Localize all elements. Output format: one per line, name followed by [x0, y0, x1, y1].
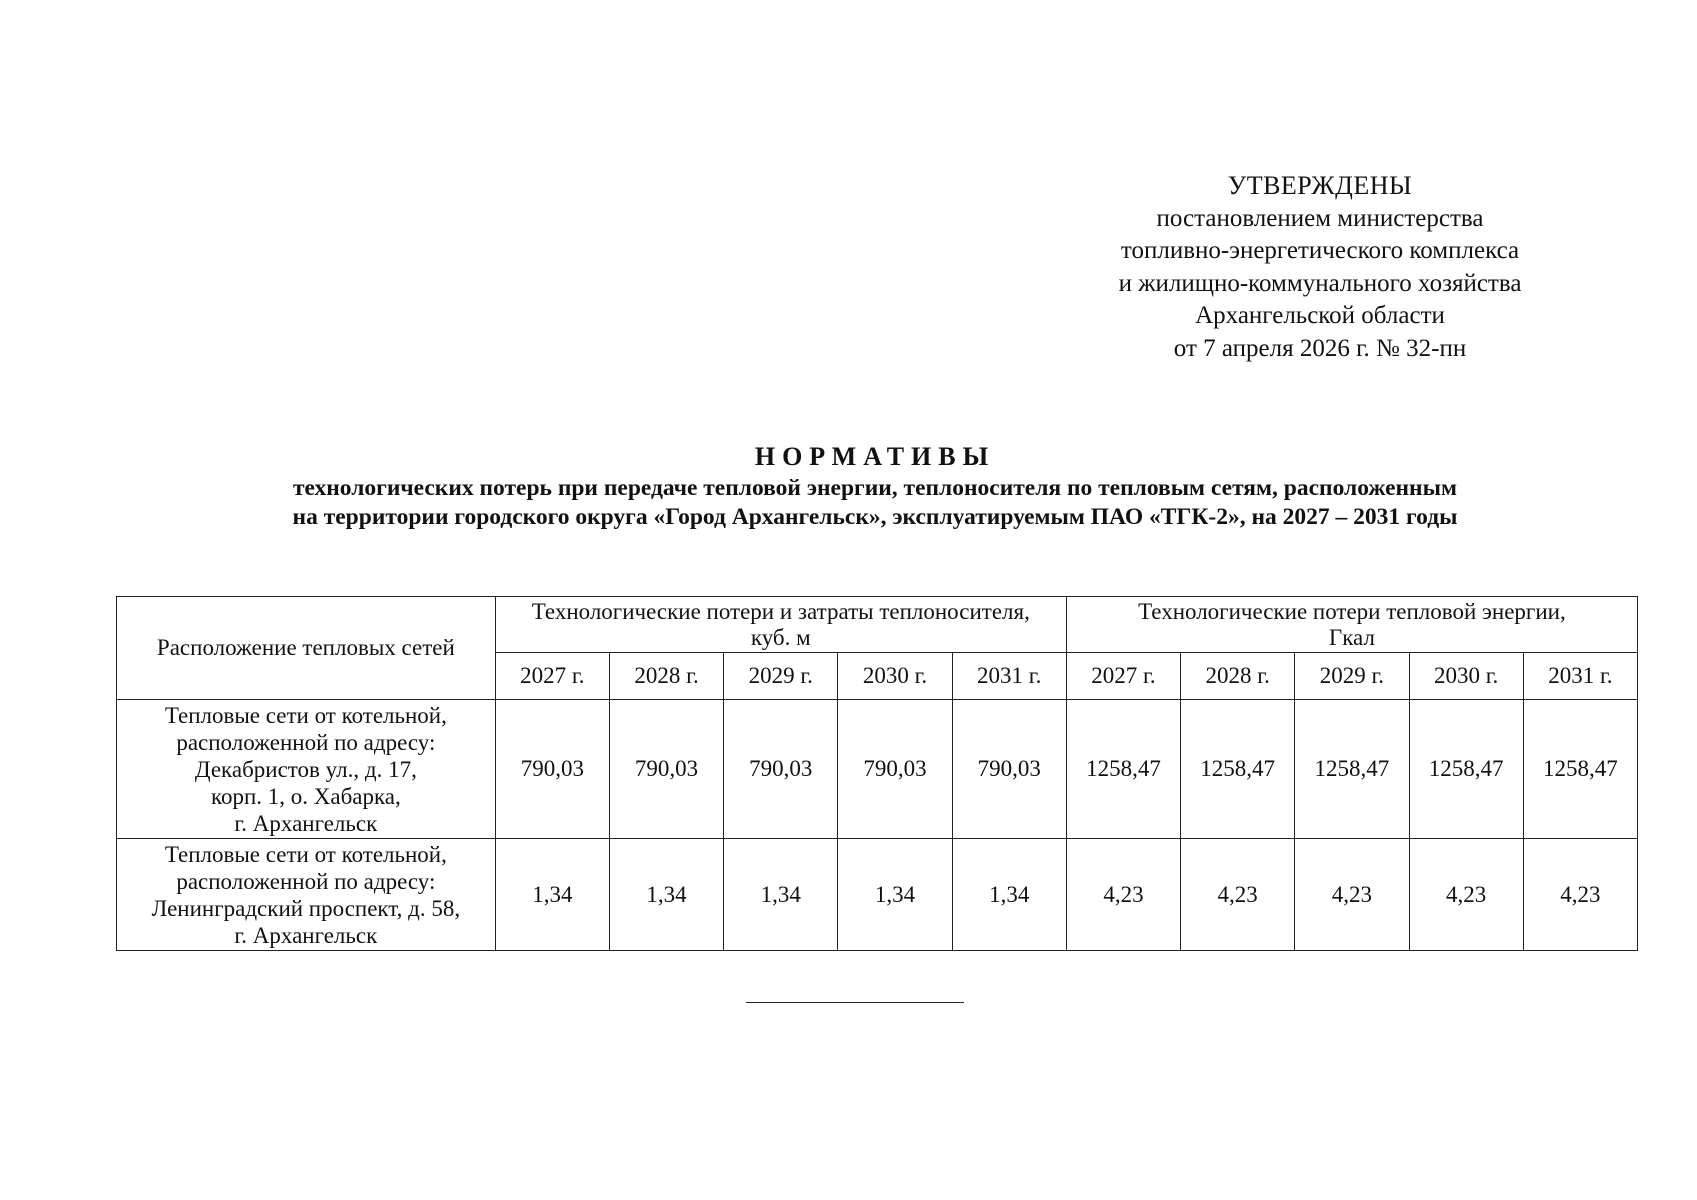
approval-line: топливно-энергетического комплекса — [1120, 237, 1520, 264]
heat-value-cell: 4,23 — [1066, 839, 1180, 951]
approval-block — [1060, 170, 1580, 365]
coolant-value-cell: 1,34 — [952, 839, 1066, 951]
location-line: Тепловые сети от котельной, — [164, 841, 447, 867]
year-header: 2027 г. — [1066, 653, 1180, 700]
year-header: 2028 г. — [609, 653, 723, 700]
approval-line: Архангельской области — [1195, 302, 1445, 329]
heat-value-cell: 4,23 — [1409, 839, 1523, 951]
title-sub-line: технологических потерь при передаче тепловой энергии, теплоносителя по тепловым сетям, расположенным — [293, 475, 1457, 501]
location-line: Ленинградский проспект, д. 58, — [151, 895, 461, 921]
approval-line: и жилищно-коммунального хозяйства — [1118, 269, 1522, 297]
table-row — [117, 700, 1638, 839]
heat-value-cell: 4,23 — [1295, 839, 1409, 951]
location-line: Декабристов ул., д. 17, — [194, 756, 417, 782]
location-cell — [117, 700, 496, 839]
coolant-value-cell: 1,34 — [495, 839, 609, 951]
heat-value-cell: 1258,47 — [1066, 700, 1180, 839]
year-header: 2030 г. — [838, 653, 952, 700]
year-header: 2028 г. — [1181, 653, 1295, 700]
coolant-value-cell: 790,03 — [495, 700, 609, 839]
heat-value-cell: 1258,47 — [1523, 700, 1637, 839]
heat-value-cell: 1258,47 — [1295, 700, 1409, 839]
approval-line: от 7 апреля 2026 г. № 32-пн — [1173, 334, 1467, 362]
end-of-document-rule — [746, 1002, 964, 1003]
approval-heading: УТВЕРЖДЕНЫ — [1227, 171, 1413, 200]
coolant-group-header — [495, 597, 1066, 653]
heat-value-cell: 4,23 — [1181, 839, 1295, 951]
year-header: 2029 г. — [724, 653, 838, 700]
year-header: 2031 г. — [952, 653, 1066, 700]
location-line: корп. 1, о. Хабарка, — [210, 783, 401, 809]
location-line: расположенной по адресу: — [176, 868, 436, 894]
location-cell — [117, 839, 496, 951]
coolant-value-cell: 790,03 — [724, 700, 838, 839]
approval-line: постановлением министерства — [1156, 204, 1484, 232]
heat-value-cell: 1258,47 — [1409, 700, 1523, 839]
coolant-value-cell: 1,34 — [838, 839, 952, 951]
location-header: Расположение тепловых сетей — [117, 597, 496, 700]
coolant-value-cell: 1,34 — [609, 839, 723, 951]
heat-value-cell: 4,23 — [1523, 839, 1637, 951]
coolant-header-unit: куб. м — [750, 624, 811, 650]
year-header: 2029 г. — [1295, 653, 1409, 700]
heat-header-line1: Технологические потери тепловой энергии, — [1138, 598, 1566, 624]
location-line: г. Архангельск — [234, 922, 378, 948]
heat-header-unit: Гкал — [1328, 624, 1375, 650]
heat-value-cell: 1258,47 — [1181, 700, 1295, 839]
location-line: Тепловые сети от котельной, — [164, 702, 447, 728]
title-main: НОРМАТИВЫ — [754, 442, 996, 471]
coolant-value-cell: 1,34 — [724, 839, 838, 951]
year-header: 2030 г. — [1409, 653, 1523, 700]
norms-table — [116, 596, 1638, 951]
location-line: г. Архангельск — [234, 810, 378, 836]
location-line: расположенной по адресу: — [176, 729, 436, 755]
coolant-value-cell: 790,03 — [609, 700, 723, 839]
title-sub-line: на территории городского округа «Город Архангельск», эксплуатируемым ПАО «ТГК-2», на 2027 – 2031 годы — [292, 504, 1458, 530]
document-title — [120, 440, 1630, 532]
year-header: 2027 г. — [495, 653, 609, 700]
coolant-value-cell: 790,03 — [952, 700, 1066, 839]
year-header: 2031 г. — [1523, 653, 1637, 700]
coolant-value-cell: 790,03 — [838, 700, 952, 839]
heat-group-header — [1066, 597, 1637, 653]
table-row — [117, 839, 1638, 951]
coolant-header-line1: Технологические потери и затраты теплоносителя, — [531, 598, 1030, 624]
